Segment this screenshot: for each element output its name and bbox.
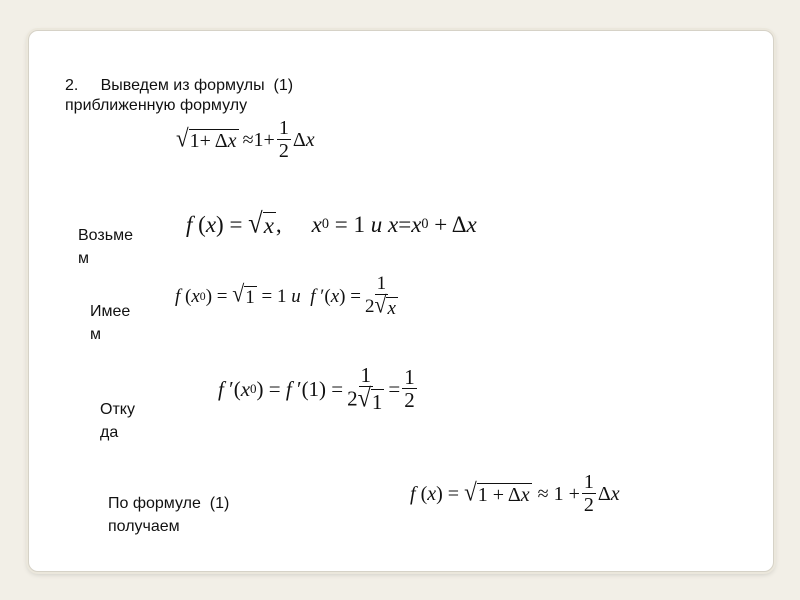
label-by-formula-1: По формуле (1)	[108, 495, 230, 512]
sqrt-symbol: √ 1+ Δx	[176, 124, 237, 152]
formula-result: f ( x ) = √ 1 + Δx ≈ 1 + $\frac{1}{2}$ Δ x	[410, 471, 620, 516]
label-whence-1: Отку	[100, 401, 135, 418]
formula-have: f ( x 0 ) = √ 1 = 1 u f ′( x ) = 1 2 √ x	[175, 273, 396, 319]
label-have-1: Имее	[90, 303, 131, 320]
formula-whence: f ′( x 0 ) = f ′(1) = 1 2 √ 1 = $\frac{1}{2}$	[218, 363, 415, 415]
heading-line-2: приближенную формулу	[65, 97, 248, 114]
formula-approximation: √ 1+ Δx ≈1+ $\frac{1}{2}$ Δ x	[176, 117, 315, 162]
label-by-formula-2: получаем	[108, 518, 180, 535]
formula-take: f ( x ) = √ x , x 0 = 1 u x = x 0 + Δ x	[186, 206, 477, 240]
label-have-2: м	[90, 326, 101, 343]
heading-line-1: 2. Выведем из формулы (1)	[65, 77, 294, 94]
label-take-1: Возьме	[78, 227, 133, 244]
label-take-2: м	[78, 250, 89, 267]
label-whence-2: да	[100, 424, 119, 441]
